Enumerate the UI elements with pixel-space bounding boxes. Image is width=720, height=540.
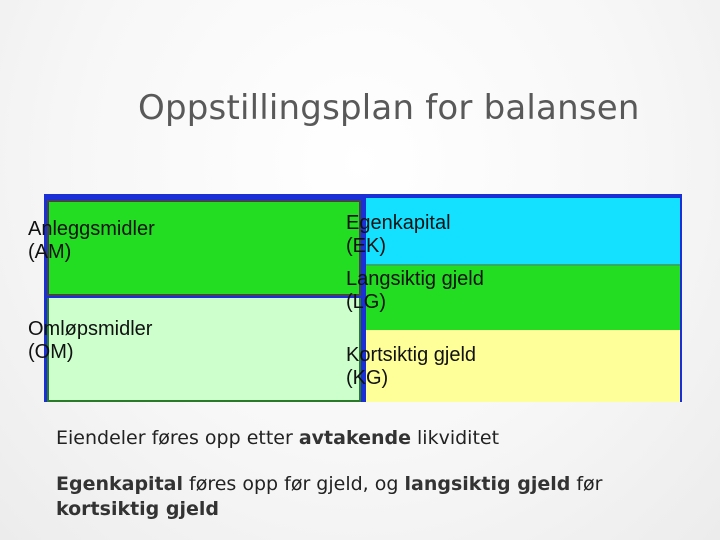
label-kg-name: Kortsiktig gjeld [346, 344, 477, 366]
note2-bold-egenkapital: Egenkapital [56, 473, 183, 495]
label-omlopsmidler [28, 318, 152, 364]
note1-bold: avtakende [298, 427, 411, 449]
note1-text-post: likviditet [410, 427, 500, 449]
note2-text-mid: føres opp før gjeld, og [182, 473, 405, 495]
label-langsiktig-gjeld [346, 268, 484, 314]
note-liabilities-order-cont [56, 498, 219, 520]
label-kg-abbr: (KG) [346, 367, 389, 389]
label-om-abbr: (OM) [28, 341, 74, 363]
note1-text-pre: Eiendeler føres opp etter [56, 427, 299, 449]
note2-bold-langsiktig: langsiktig gjeld [404, 473, 571, 495]
note2-text-post: før [570, 473, 603, 495]
label-ek-name: Egenkapital [346, 212, 451, 234]
label-lg-abbr: (LG) [346, 291, 386, 313]
label-am-abbr: (AM) [28, 241, 72, 263]
page-title: Oppstillingsplan for balansen [138, 88, 640, 128]
label-egenkapital [346, 212, 451, 258]
label-lg-name: Langsiktig gjeld [346, 268, 484, 290]
label-am-name: Anleggsmidler [28, 218, 155, 240]
note3-bold-kortsiktig: kortsiktig gjeld [56, 498, 220, 520]
label-ek-abbr: (EK) [346, 235, 386, 257]
label-om-name: Omløpsmidler [28, 318, 153, 340]
note-assets-order [56, 427, 499, 449]
label-kortsiktig-gjeld [346, 344, 476, 390]
note-liabilities-order [56, 470, 603, 498]
label-anleggsmidler [28, 218, 155, 264]
